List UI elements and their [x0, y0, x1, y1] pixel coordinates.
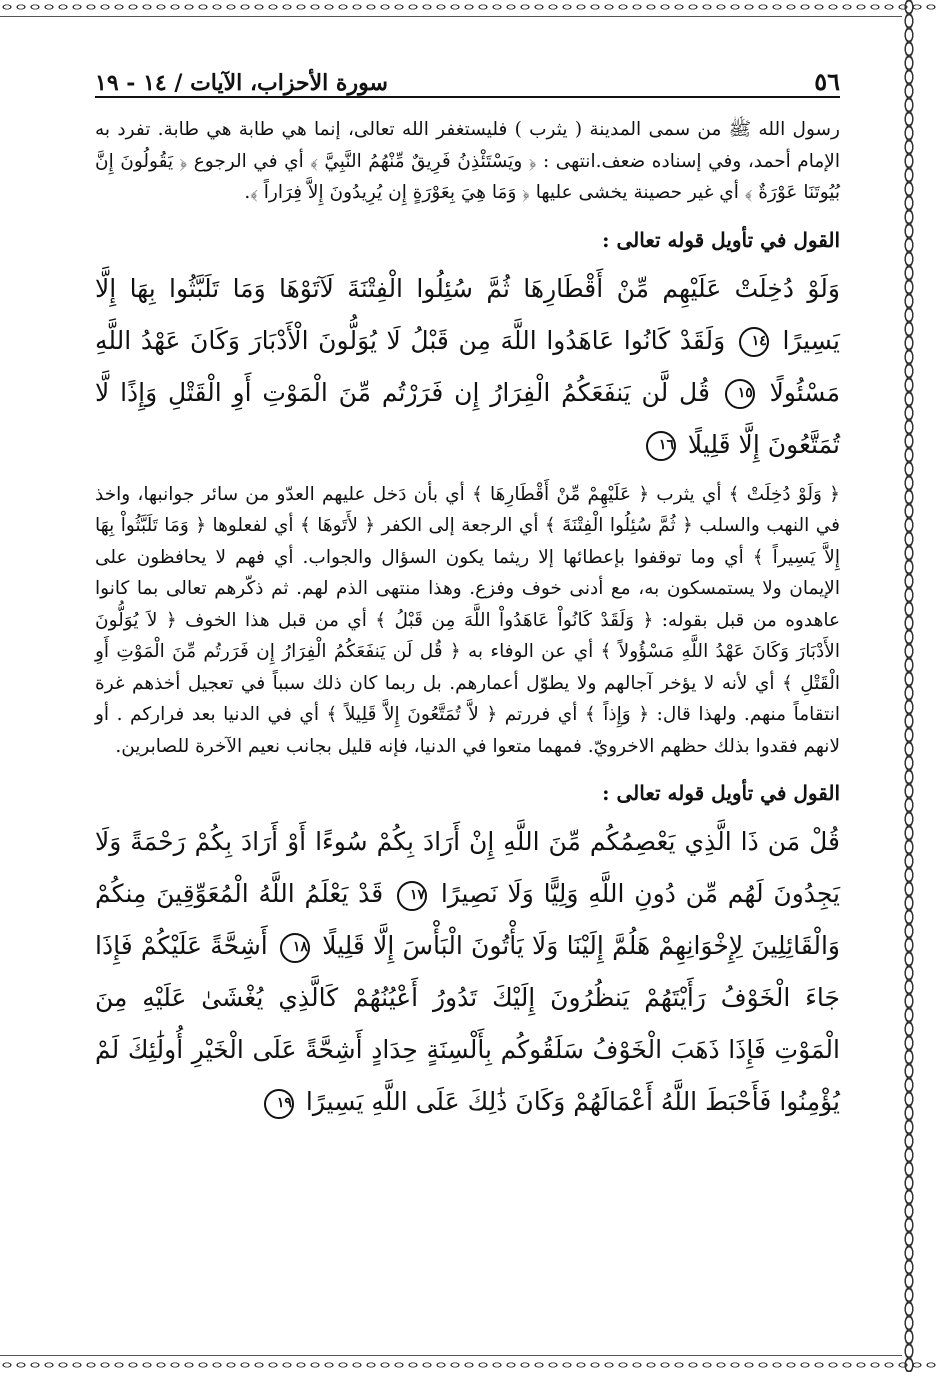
- verse-18: قَدْ يَعْلَمُ اللَّهُ الْمُعَوِّقِينَ مِنكُمْ وَالْقَائِلِينَ لِإِخْوَانِهِمْ هَلُمَّ إِلَيْنَا وَلَا يَأْتُونَ الْبَأْسَ إِلَّا قَلِيلًا: [95, 879, 841, 960]
- verse-15: وَلَقَدْ كَانُوا عَاهَدُوا اللَّهَ مِن قَبْلُ لَا يُوَلُّونَ الْأَدْبَارَ وَكَانَ عَهْدُ اللَّهِ مَسْئُولًا: [95, 325, 840, 407]
- ayah-marker-19: ١٩: [264, 1089, 294, 1119]
- running-title: سورة الأحزاب، الآيات / ١٤ - ١٩: [95, 70, 388, 96]
- quran-verses-14-16: [95, 263, 840, 471]
- commentary-paragraph-2: ﴿ وَلَوْ دُخِلَتْ ﴾ أي يثرب ﴿ عَلَيْهِمْ مِّنْ أَقْطَارِهَا ﴾ أي بأن دَخل عليهم العدّو من سائر جوانبها، واخذ في النهب والسلب ﴿ ثُمَّ سُئِلُوا الْفِتْنَةَ ﴾ أي الرجعة إلى الكفر ﴿ لأَتَوهَا ﴾ أي لفعلوها ﴿ وَمَا تَلَبَّثُواْ بِهَا إِلاَّ يَسِيراً ﴾ أي وما توقفوا بإعطائها إلا ريثما يكون السؤال والجواب. أي فهم لا يحافظون على الإيمان ولا يستمسكون به، مع أدنى خوف وفزع. وهذا منتهى الذم لهم. ثم ذكّرهم تعالى بما كانوا عاهدوه من قبل بقوله: ﴿ وَلَقَدْ كَانُواْ عَاهَدُواْ اللَّهَ مِن قَبْلُ ﴾ أي من قبل هذا الخوف ﴿ لاَ يُوَلُّونَ الأَدْبَارَ وَكَانَ عَهْدُ اللَّهِ مَسْؤُولاً ﴾ أي عن الوفاء به ﴿ قُل لَن يَنفَعَكُمُ الْفِرَارُ إِن فَرَرتُم مِّنَ الْمَوْتِ أَوِ الْقَتْلِ ﴾ أي لأنه لا يؤخر آجالهم ولا يطوّل أعمارهم. بل ربما كان ذلك سبباً في تعجيل أخذهم غرة انتقاماً منهم. ولهذا قال: ﴿ وَإِذاً ﴾ أي فررتم ﴿ لاَّ تُمَتَّعُونَ إِلاَّ قَلِيلاً ﴾ أي في الدنيا بعد فراركم . أو لانهم فقدوا بذلك حظهم الاخرويّ. فمهما متعوا في الدنيا، فإنه قليل بجانب نعيم الآخرة للصابرين.: [95, 483, 840, 757]
- section-heading-1: القول في تأويل قوله تعالى :: [602, 227, 840, 252]
- ayah-marker-14: ١٤: [739, 327, 769, 357]
- bottom-rule: [0, 1355, 902, 1356]
- verse-19: أَشِحَّةً عَلَيْكُمْ فَإِذَا جَاءَ الْخَوْفُ رَأَيْتَهُمْ يَنظُرُونَ إِلَيْكَ تَدُورُ أَعْيُنُهُمْ كَالَّذِي يُغْشَىٰ عَلَيْهِ مِنَ الْمَوْتِ فَإِذَا ذَهَبَ الْخَوْفُ سَلَقُوكُم بِأَلْسِنَةٍ حِدَادٍ أَشِحَّةً عَلَى الْخَيْرِ أُولَٰئِكَ لَمْ يُؤْمِنُوا فَأَحْبَطَ اللَّهُ أَعْمَالَهُمْ وَكَانَ ذَٰلِكَ عَلَى اللَّهِ يَسِيرًا: [95, 931, 840, 1116]
- running-header: [95, 60, 840, 98]
- top-ornament-border: [0, 0, 936, 14]
- ayah-marker-18: ١٨: [280, 933, 310, 963]
- section-heading-2: القول في تأويل قوله تعالى :: [602, 781, 840, 805]
- top-rule: [0, 16, 902, 17]
- verse-14: وَلَوْ دُخِلَتْ عَلَيْهِم مِّنْ أَقْطَارِهَا ثُمَّ سُئِلُوا الْفِتْنَةَ لَآتَوْهَا وَمَا تَلَبَّثُوا بِهَا إِلَّا يَسِيرًا: [95, 273, 840, 355]
- bottom-ornament-border: [0, 1358, 936, 1372]
- verse-16: قُل لَّن يَنفَعَكُمُ الْفِرَارُ إِن فَرَرْتُم مِّنَ الْمَوْتِ أَوِ الْقَتْلِ وَإِذًا لَّا تُمَتَّعُونَ إِلَّا قَلِيلًا: [95, 377, 840, 459]
- ayah-marker-17: ١٧: [397, 881, 427, 911]
- book-page: [95, 60, 840, 1128]
- commentary-paragraph-1: رسول الله ﷺ من سمى المدينة ( يثرب ) فليستغفر الله تعالى، إنما هي طابة هي طابة. تفرد به الإمام أحمد، وفي إسناده ضعف.انتهى : ﴿ ويَسْتَئْذِنُ فَرِيقٌ مِّنْهُمُ النَّبِيَّ ﴾ أي في الرجوع ﴿ يَقُولُونَ إِنَّ بُيُوتَنَا عَوْرَةٌ ﴾ أي غير حصينة يخشى عليها ﴿ وَمَا هِيَ بِعَوْرَةٍ إِن يُرِيدُونَ إِلاَّ فِرَاراً ﴾.: [95, 119, 840, 203]
- quran-verses-17-19: [95, 816, 840, 1128]
- verse-17: قُلْ مَن ذَا الَّذِي يَعْصِمُكُم مِّنَ اللَّهِ إِنْ أَرَادَ بِكُمْ سُوءًا أَوْ أَرَادَ بِكُمْ رَحْمَةً وَلَا يَجِدُونَ لَهُم مِّن دُونِ اللَّهِ وَلِيًّا وَلَا نَصِيرًا: [95, 827, 840, 908]
- right-ornament-border: [902, 0, 916, 1372]
- page-number: ٥٦: [814, 67, 840, 96]
- ayah-marker-15: ١٥: [725, 379, 755, 409]
- ayah-marker-16: ١٦: [646, 431, 676, 461]
